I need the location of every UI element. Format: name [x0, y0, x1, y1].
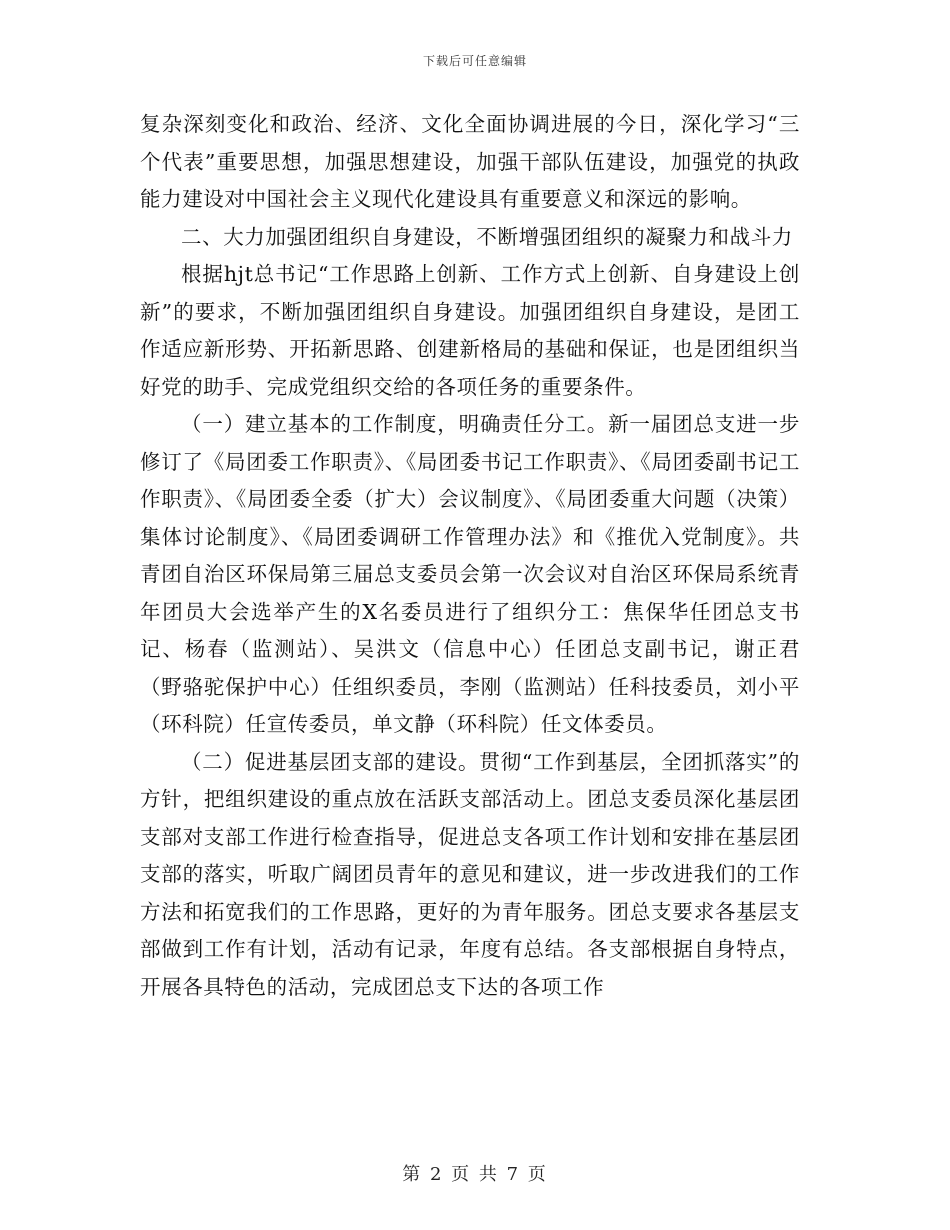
page-number: 第 2 页 共 7 页	[402, 1164, 548, 1185]
page-header-note: 下载后可任意编辑	[422, 54, 527, 68]
paragraph-item-1: （一）建立基本的工作制度，明确责任分工。新一届团总支进一步修订了《局团委工作职责》、《局团委书记工作职责》、《局团委副书记工作职责》、《局团委全委（扩大）会议制度》、《局团委重大问题（决策）集体讨论制度》、《局团委调研工作管理办法》和《推优入党制度》。共青团自治区环保局第三届总支委员会第一次会议对自治区环保局系统青年团员大会选举产生的X名委员进行了组织分工：焦保华任团总支书记、杨春（监测站）、吴洪文（信息中心）任团总支副书记，谢正君（野骆驼保护中心）任组织委员，李刚（监测站）任科技委员，刘小平（环科院）任宣传委员，单文静（环科院）任文体委员。	[140, 412, 800, 736]
paragraph-intro: 根据hjt总书记“工作思路上创新、工作方式上创新、自身建设上创新”的要求，不断加强团组织自身建设。加强团组织自身建设，是团工作适应新形势、开拓新思路、创建新格局的基础和保证，也是团组织当好党的助手、完成党组织交给的各项任务的重要条件。	[140, 262, 800, 399]
section-heading-2: 二、大力加强团组织自身建设，不断增强团组织的凝聚力和战斗力	[181, 224, 793, 249]
paragraph-continuation: 复杂深刻变化和政治、经济、文化全面协调进展的今日，深化学习“三个代表”重要思想，加强思想建设，加强干部队伍建设，加强党的执政能力建设对中国社会主义现代化建设具有重要意义和深远的影响。	[140, 112, 800, 211]
document-body	[140, 106, 800, 1006]
paragraph-item-2: （二）促进基层团支部的建设。贯彻“工作到基层，全团抓落实”的方针，把组织建设的重点放在活跃支部活动上。团总支委员深化基层团支部对支部工作进行检查指导，促进总支各项工作计划和安排在基层团支部的落实，听取广阔团员青年的意见和建议，进一步改进我们的工作方法和拓宽我们的工作思路，更好的为青年服务。团总支要求各基层支部做到工作有计划，活动有记录，年度有总结。各支部根据自身特点，开展各具特色的活动，完成团总支下达的各项工作	[140, 749, 800, 999]
